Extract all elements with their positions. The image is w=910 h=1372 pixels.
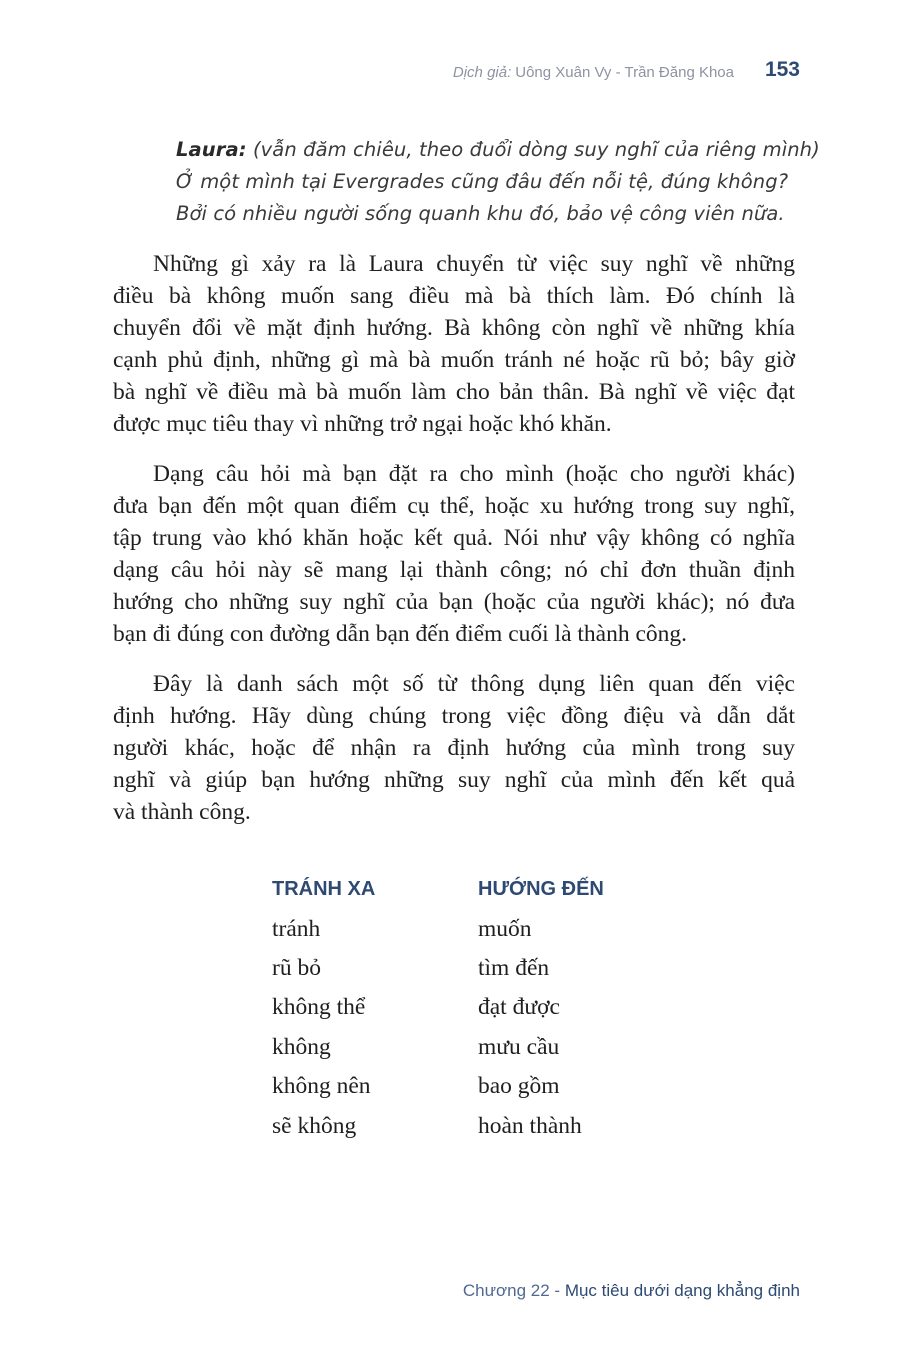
- paragraph-line: điều bà không muốn sang điều mà bà thích làm. Đó chính là: [113, 283, 795, 309]
- paragraph-line: dạng câu hỏi này sẽ mang lại thành công; nó chỉ đơn thuần định: [113, 557, 795, 583]
- translator-names: Uông Xuân Vy - Trần Đăng Khoa: [515, 64, 734, 81]
- dialogue-block: [176, 134, 820, 230]
- paragraph-line: hướng cho những suy nghĩ của bạn (hoặc của người khác); nó đưa: [113, 589, 795, 615]
- paragraph-line: tập trung vào khó khăn hoặc kết quả. Nói như vậy không có nghĩa: [113, 525, 795, 551]
- paragraph-line: được mục tiêu thay vì những trở ngại hoặc khó khăn.: [113, 411, 612, 437]
- paragraph-line: bạn đi đúng con đường dẫn bạn đến điểm cuối là thành công.: [113, 621, 688, 647]
- column-header-toward: HƯỚNG ĐẾN: [478, 878, 604, 901]
- paragraph-line: Những gì xảy ra là Laura chuyển từ việc suy nghĩ về những: [153, 251, 795, 277]
- table-row: [272, 1106, 672, 1145]
- table-cell: rũ bỏ: [272, 954, 321, 981]
- dialogue-speaker: Laura:: [176, 138, 247, 161]
- table-cell: hoàn thành: [478, 1112, 582, 1139]
- paragraph-line: đưa bạn đến một quan điểm cụ thể, hoặc xu hướng trong suy nghĩ,: [113, 493, 795, 519]
- paragraph-line: bà nghĩ về điều mà bà muốn làm cho bản thân. Bà nghĩ về việc đạt: [113, 379, 795, 405]
- paragraph-line: Dạng câu hỏi mà bạn đặt ra cho mình (hoặc cho người khác): [153, 461, 795, 487]
- paragraph-line: và thành công.: [113, 799, 251, 825]
- table-cell: tránh: [272, 915, 321, 942]
- table-row: [272, 1067, 672, 1106]
- running-footer: [463, 1281, 800, 1301]
- table-cell: không thể: [272, 994, 366, 1021]
- paragraph-line: chuyển đổi về mặt định hướng. Bà không còn nghĩ về những khía: [113, 315, 795, 341]
- chapter-label: Chương 22 -: [462, 1281, 561, 1300]
- table-header-row: [272, 870, 672, 909]
- table-cell: muốn: [478, 915, 532, 942]
- column-header-avoid: TRÁNH XA: [272, 878, 376, 901]
- paragraph-3: [113, 668, 795, 828]
- stage-direction: (vẫn đăm chiêu, theo đuổi dòng suy nghĩ của riêng mình): [252, 138, 820, 161]
- page-number: 153: [764, 58, 800, 81]
- paragraph-line: nghĩ và giúp bạn hướng những suy nghĩ của mình đến kết quả: [113, 767, 795, 793]
- paragraph-line: Đây là danh sách một số từ thông dụng liên quan đến việc: [153, 671, 795, 697]
- table-row: [272, 909, 672, 948]
- paragraph-line: cạnh phủ định, những gì mà bà muốn tránh né hoặc rũ bỏ; bây giờ: [113, 347, 795, 373]
- table-row: [272, 988, 672, 1027]
- table-cell: sẽ không: [272, 1112, 357, 1139]
- word-table: [272, 870, 672, 1146]
- dialogue-line: [176, 134, 820, 166]
- dialogue-line: Ở một mình tại Evergrades cũng đâu đến nỗi tệ, đúng không?: [176, 170, 789, 193]
- table-cell: tìm đến: [478, 954, 550, 981]
- table-cell: không: [272, 1033, 331, 1060]
- table-row: [272, 1028, 672, 1067]
- chapter-title: Mục tiêu dưới dạng khẳng định: [564, 1281, 800, 1300]
- paragraph-line: định hướng. Hãy dùng chúng trong việc đồng điệu và dẫn dắt: [113, 703, 795, 729]
- running-header: [453, 64, 734, 81]
- paragraph-2: [113, 458, 795, 650]
- table-row: [272, 949, 672, 988]
- table-cell: không nên: [272, 1073, 371, 1100]
- table-cell: mưu cầu: [478, 1033, 560, 1060]
- table-cell: bao gồm: [478, 1073, 560, 1100]
- dialogue-line: Bởi có nhiều người sống quanh khu đó, bảo vệ công viên nữa.: [176, 202, 785, 225]
- paragraph-1: [113, 248, 795, 440]
- translator-label: Dịch giả:: [452, 64, 512, 81]
- table-cell: đạt được: [478, 994, 560, 1021]
- paragraph-line: người khác, hoặc để nhận ra định hướng của mình trong suy: [113, 735, 795, 761]
